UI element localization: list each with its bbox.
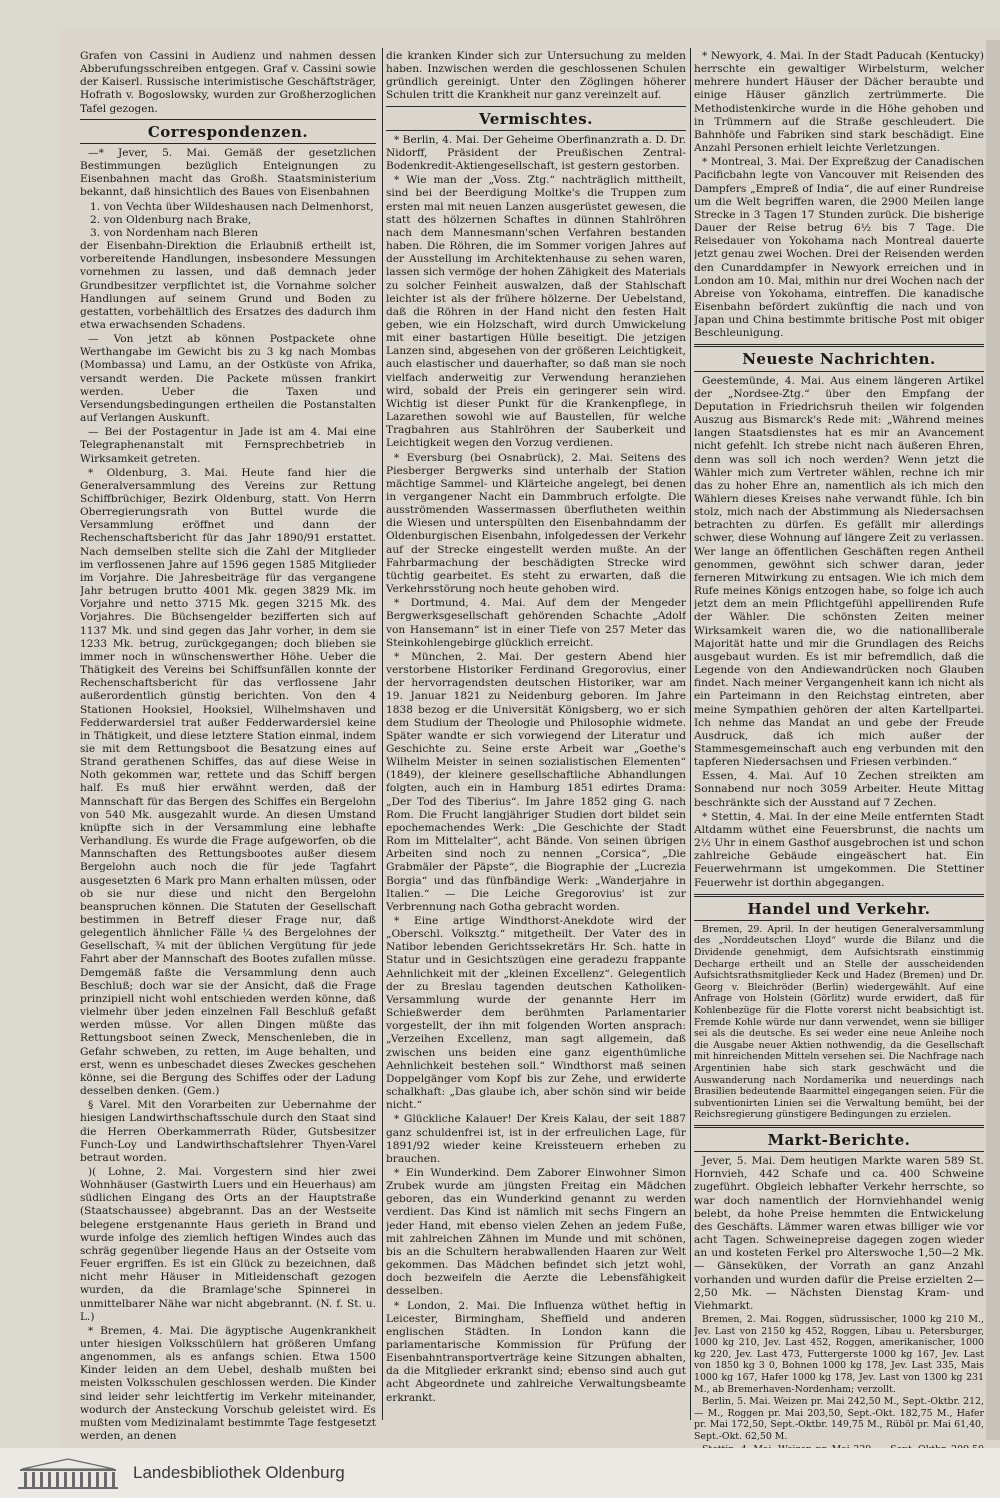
column-rule <box>382 48 383 1420</box>
article-text: — Von jetzt ab können Postpackete ohne Werthangabe im Gewicht bis zu 3 kg nach Mombas (Mombassa) und Lamu, an der Ostküste von Afrika, versandt werden. Die Packete müssen frankirt werden. Ueber die Taxen und Versendungsbedingungen ertheilen die Postanstalten auf Verlangen Auskunft. <box>80 333 376 425</box>
column-2 <box>386 50 686 1406</box>
article-text: der Eisenbahn-Direktion die Erlaubniß ertheilt ist, vorbereitende Handlungen, insbesondere Messungen vornehmen zu lassen, und daß demnach jeder Grundbesitzer verpflichtet ist, die Vornahme solcher Handlungen auf seinem Grund und Boden zu gestatten, vorbehältlich des Ersatzes des dadurch ihm etwa erwachsenden Schadens. <box>80 240 376 331</box>
divider <box>386 106 686 107</box>
divider <box>694 894 984 897</box>
divider <box>694 920 984 921</box>
article-text: * Glückliche Kalauer! Der Kreis Kalau, der seit 1887 ganz schuldenfrei ist, ist in der erfreulichen Lage, für 1891/92 wieder keine Kreissteuern erheben zu brauchen. <box>386 1113 686 1165</box>
article-text: * Newyork, 4. Mai. In der Stadt Paducah (Kentucky) herrschte ein gewaltiger Wirbelsturm, welcher mehrere hundert Häuser der Dächer beraubte und einige Häuser gänzlich zertrümmerte. Die Methodistenkirche wurde in die Höhe gehoben und in Trümmern auf die Straße geschleudert. Die Bahnhöfe und Fabriken sind stark beschädigt. Eine Anzahl Personen erhielt leichte Verletzungen. <box>694 50 984 155</box>
article-text: Bremen, 29. April. In der heutigen Generalversammlung des „Norddeutschen Lloyd“ wurde die Bilanz und die Dividende genehmigt, dem Aufsichtsrath einstimmig Decharge ertheilt und an Stelle der ausscheidenden Aufsichtsrathsmitglieder Keck und Hadez (Bremen) und Dr. Georg v. Bleichröder (Berlin) wiedergewählt. Auf eine Anfrage von Holstein (Görlitz) wurde erwidert, daß für Kohlenbezüge für die Flotte vorerst nicht beabsichtigt ist. Fremde Kohle würde nur dann verwendet, wenn sie billiger sei als die deutsche. Es sei weder eine neue Anleihe noch die Ausgabe neuer Aktien nothwendig, da die Gesellschaft mit hinreichenden Mitteln versehen sei. Die Nachfrage nach Argentinien habe sich stark geschwächt und die Auswanderung nach Nordamerika und neuerdings nach Brasilien bedeutende Baarmittel eingegangen seien. Für die subventionirten Linien sei die Verwaltung bemüht, bei der Reichsregierung günstigere Bedingungen zu erzielen. <box>694 923 984 1121</box>
column-1 <box>80 50 376 1444</box>
article-text: * London, 2. Mai. Die Influenza wüthet heftig in Leicester, Birmingham, Sheffield und anderen englischen Städten. In London kann die parlamentarische Kommission für Prüfung der Eisenbahntransportverträge keine Sitzungen abhalten, da die Mitglieder erkrankt sind; ebenso sind auch gut acht Abgeordnete und zahlreiche Verwaltungsbeamte erkrankt. <box>386 1299 686 1404</box>
article-text: * Stettin, 4. Mai. In der eine Meile entfernten Stadt Altdamm wüthet eine Feuersbrunst, die nachts um 2½ Uhr in einem Gasthof ausgebrochen ist und schon zahlreiche Gebäude eingeäschert hat. Ein Feuerwehrmann ist umgekommen. Die Stettiner Feuerwehr ist dorthin abgegangen. <box>694 810 984 889</box>
article-text: § Varel. Mit den Vorarbeiten zur Uebernahme der hiesigen Landwirthschaftsschule durch den Staat sind die Herren Oberkammerrath Rüder, Gutsbesitzer Funch-Loy und Landwirthschaftslehrer Thyen-Varel betraut worden. <box>80 1099 376 1164</box>
library-name: Landesbibliothek Oldenburg <box>133 1463 345 1482</box>
list-item: 1. von Vechta über Wildeshausen nach Delmenhorst, <box>90 200 374 213</box>
divider <box>80 119 376 120</box>
article-text: * Bremen, 4. Mai. Die ägyptische Augenkrankheit unter hiesigen Volksschülern hat größeren Umfang angenommen, als es anfangs schien. Etwa 1500 Kinder leiden an dem Uebel, deshalb mußten bei meisten Volksschulen geschlossen werden. Die Kinder sind leider sehr leichtfertig im Verkehr miteinander, wodurch der Ansteckung Vorschub geleistet wird. Es mußten vom Medizinalamt bestimmte Tage festgesetzt werden, an denen <box>80 1324 376 1443</box>
article-text: * Montreal, 3. Mai. Der Expreßzug der Canadischen Pacificbahn legte von Vancouver mit Reisenden des Dampfers „Empreß of India“, die auf einer Rundreise um die Welt begriffen waren, die 2900 Meilen lange Strecke in 3 Tagen 17 Stunden zurück. Die bisherige Dauer der Reise betrug 6½ bis 7 Tage. Die Reisedauer von Yokohama nach Montreal dauerte jetzt genau zwei Wochen. Drei der Reisenden werden den Cunarddampfer in Newyork erreichen und in London am 10. Mai, mithin nur drei Wochen nach der Abreise von Yokohama, eintreffen. Die kanadische Eisenbahn befördert zukünftig die nach und von Japan und China bestimmte britische Post mit obiger Beschleunigung. <box>694 156 984 340</box>
article-text: — Bei der Postagentur in Jade ist am 4. Mai eine Telegraphenanstalt mit Fernsprechbetrieb in Wirksamkeit getreten. <box>80 426 376 465</box>
article-text: * Ein Wunderkind. Dem Zaborer Einwohner Simon Zrubek wurde am jüngsten Freitag ein Mädchen geboren, das ein Wunderkind genannt zu werden verdient. Das Kind ist nämlich mit sechs Fingern an jeder Hand, mit ebenso vielen Zehen an jedem Fuße, mit zahlreichen Zähnen im Munde und mit schönen, bis an die Schultern herabwallenden Haaren zur Welt gekommen. Das Mädchen befindet sich jetzt wohl, doch bezweifeln die Aerzte die Lebensfähigkeit desselben. <box>386 1166 686 1298</box>
list-item: 2. von Oldenburg nach Brake, <box>90 213 252 226</box>
article-text: Essen, 4. Mai. Auf 10 Zechen streikten am Sonnabend nur noch 3059 Arbeiter. Heute Mittag beschränkte sich der Ausstand auf 7 Zechen. <box>694 770 984 809</box>
article-text: )( Lohne, 2. Mai. Vorgestern sind hier zwei Wohnhäuser (Gastwirth Luers und ein Heuerhaus) am südlichen Eingang des Orts an der Hauptstraße (Staatschaussee) abgebrannt. Das an der Westseite belegene erstgenannte Haus gerieth in Brand und wurde infolge des ziemlich heftigen Windes auch das schräg gegenüber liegende Haus an der Ostseite vom Feuer ergriffen. Es ist ein Glück zu bezeichnen, daß nicht mehr Häuser in Mitleidenschaft gezogen wurden, da die Bramlage'sche Spinnerei in unmittelbarer Nähe war nicht abgebrannt. (N. f. St. u. L.) <box>80 1165 376 1323</box>
article-text: * München, 2. Mai. Der gestern Abend hier verstorbene Historiker Ferdinand Gregorovius, einer der hervorragendsten deutschen Historiker, war am 19. Januar 1821 zu Neidenburg geboren. Im Jahre 1838 bezog er die Universität Königsberg, wo er sich dem Studium der Theologie und Philosophie widmete. Später wandte er sich vorwiegend der Literatur und Geschichte zu. Seine erste Arbeit war „Goethe's Wilhelm Meister in seinen sozialistischen Elementen“ (1849), der kleinere gesellschaftliche Abhandlungen folgten, auch ein in Hamburg 1851 edirtes Drama: „Der Tod des Tiberius“. Im Jahre 1852 ging G. nach Rom. Die Frucht langjähriger Studien dort bildet sein epochemachendes Werk: „Die Geschichte der Stadt Rom im Mittelalter“, acht Bände. Von seinen übrigen Arbeiten sind noch zu nennen „Corsica“, „Die Grabmäler der Päpste“, die Biographie der „Lucrezia Borgia“ und das fünfbändige Werk: „Wanderjahre in Italien.“ — Die Leiche Gregorovius' ist zur Verbrennung nach Gotha gebracht worden. <box>386 650 686 913</box>
adjacent-page-edge <box>986 40 1000 1440</box>
section-heading: Correspondenzen. <box>147 122 309 141</box>
list-item: 3. von Nordenham nach Bleren <box>90 226 259 239</box>
article-text: Bremen, 2. Mai. Roggen, südrussischer, 1000 kg 210 M., Jev. Last von 2150 kg 452, Roggen, Libau u. Petersburger, 1000 kg 210, Jev. Last 452, Roggen, amerikanischer, 1000 kg 220, Jev. Last 473, Futtergerste 1000 kg 167, Jev. Last von 1850 kg 3 0, Bohnen 1000 kg 178, Jev. Last 335, Mais 1000 kg 167, Hafer 1000 kg 178, Jev. Last von 1300 kg 231 M., ab Bremerhaven-Nordenham; verzollt. <box>694 1313 984 1395</box>
section-heading: Neueste Nachrichten. <box>742 350 936 369</box>
divider <box>386 130 686 131</box>
article-text: * Eine artige Windthorst-Anekdote wird der „Oberschl. Volksztg.“ mitgetheilt. Der Vater des in Natibor lebenden Gerichtssekretärs Hr. Sch. hatte in Statur und in Gesichtszügen eine geradezu frappante Aehnlichkeit mit der „kleinen Excellenz“. Gelegentlich der zu Breslau tagenden deutschen Katholiken-Versammlung wurde der genannte Herr im Schießwerder dem berühmten Parlamentarier vorgestellt, der ihn mit folgenden Worten ansprach: „Verzeihen Excellenz, man sagt allgemein, daß zwischen uns beiden eine ganz eigenthümliche Aehnlichkeit bestehen soll.“ Windthorst maß seinen Doppelgänger vom Kopf bis zur Zehe, und erwiderte schalkhaft: „Das glaube ich, aber schön sind wir beide nicht.“ <box>386 915 686 1112</box>
article-text: * Oldenburg, 3. Mai. Heute fand hier die Generalversammlung des Vereins zur Rettung Schiffbrüchiger, Bezirk Oldenburg, statt. Von Herrn Oberregierungsrath von Buttel wurde die Versammlung eröffnet und dann der Rechenschaftsbericht für das Jahr 1890/91 erstattet. Nach demselben stellte sich die Zahl der Mitglieder im verflossenen Jahre auf 1596 gegen 1585 Mitglieder im Vorjahre. Die Jahresbeiträge für das vergangene Jahr betrugen brutto 4001 Mk. gegen 3829 Mk. im Vorjahre und netto 3715 Mk. gegen 3215 Mk. des Vorjahres. Die Büchsengelder bezifferten sich auf 1137 Mk. und sind gegen das Jahr vorher, in dem sie 1233 Mk. betrug, zurückgegangen; doch blieben sie immer noch in wünschenswerther Höhe. Ueber die Thätigkeit des Vereins bei Schiffsunfällen konnte der Rechenschaftsbericht für das verflossene Jahr außerordentlich günstig berichten. Von den 4 Stationen Hooksiel, Hooksiel, Wilhelmshaven und Fedderwardersiel trat außer Fedderwardersiel keine in Thätigkeit, und diese letztere Station einmal, indem sie mit dem Rettungsboot die Besatzung eines auf Strand gerathenen Schiffes, das auf diese Weise in Noth gekommen war, rettete und das Schiff bergen half. Es muß hier erwähnt werden, daß der Mannschaft für das Bergen des Schiffes ein Bergelohn von 540 Mk. ausgezahlt wurde. An diesen Umstand knüpfte sich in der Versammlung eine lebhafte Verhandlung. Es wurde die Frage aufgeworfen, ob die Mannschaften des Rettungsbootes außer diesem Bergelohn auch noch die für jede Tagfahrt ausgesetzten 6 Mark pro Mann erhalten müssen, oder ob sie nur diese und nicht den Bergelohn beanspruchen können. Die Statuten der Gesellschaft bestimmen in Betreff dieser Frage nur, daß gelegentlich ähnlicher Fälle ¼ des Bergelohnes der Gesellschaft, ¾ mit der üblichen Vergütung für jede Fahrt aber der Mannschaft des Bootes zufallen müsse. Demgemäß faßte die Versammlung denn auch Beschluß; doch war sie der Ansicht, daß die Frage prinzipiell nicht wohl entschieden werden könne, daß vielmehr über jeden einzelnen Fall Beschluß gefaßt werden müsse. Vor allen Dingen müßte das Rettungsboot seinen Zweck, Menschenleben, die in Gefahr schweben, zu retten, im Auge behalten, und erst, wenn es unbeschadet dieses Zweckes geschehen könne, sei die Bergung des Schiffes oder der Ladung desselben denken. (Gem.) <box>80 466 376 1098</box>
section-heading: Markt-Berichte. <box>767 1130 911 1149</box>
section-heading: Vermischtes. <box>479 109 593 128</box>
divider <box>694 1151 984 1152</box>
library-building-icon <box>14 1457 122 1491</box>
section-heading: Handel und Verkehr. <box>747 899 931 918</box>
article-text: Grafen von Cassini in Audienz und nahmen dessen Abberufungsschreiben entgegen. Graf v. Cassini sowie der Kaiserl. Russische interimistische Geschäftsträger, Hofrath v. Bogoslowsky, wurden zur Großherzoglichen Tafel gezogen. <box>80 50 376 115</box>
divider <box>694 1125 984 1128</box>
article-text: die kranken Kinder sich zur Untersuchung zu melden haben. Inzwischen werden die geschlossenen Schulen gründlich gereinigt. Unter den Zöglingen höherer Schulen tritt die Krankheit nur ganz vereinzelt auf. <box>386 50 686 102</box>
column-rule <box>690 48 691 1420</box>
article-text: * Wie man der „Voss. Ztg.“ nachträglich mittheilt, sind bei der Beerdigung Moltke's die Truppen zum ersten mal mit neuen Lanzen ausgerüstet gewesen, die statt des hölzernen Schaftes in dünnen Stahlröhren nach dem Mannesmann'schen Verfahren bestanden haben. Die Röhren, die im Sommer vorigen Jahres auf der Ausstellung im Architektenhause zu sehen waren, lassen sich vermöge der hohen Zähigkeit des Materials zu solcher Feinheit auswalzen, daß der Stahlschaft leichter ist als der frühere hölzerne. Der Uebelstand, daß die Röhren in der Hand nicht den festen Halt geben, wie ein Holzschaft, wird durch Umwickelung mit einer bastartigen Hülle beseitigt. Die jetzigen Lanzen sind, abgesehen von der größeren Leichtigkeit, auch elastischer und dauerhafter, so daß man sie noch vielfach anderweitig zur Verwendung heranziehen wird, sobald der Preis ein geringerer sein wird. Wichtig ist dieser Punkt für die Krankenpflege, in Lazarethen sowohl wie auf Baustellen, für welche Tragbahren aus Stahlröhren der Sauberkeit und Leichtigkeit wegen den Vorzug verdienen. <box>386 174 686 450</box>
article-text: Jever, 5. Mai. Dem heutigen Markte waren 589 St. Hornvieh, 442 Schafe und ca. 400 Schweine zugeführt. Obgleich lebhafter Verkehr herrschte, so war doch namentlich der Hornviehhandel wenig belebt, da hohe Preise hemmten die Entwickelung des Geschäfts. Lämmer waren etwas billiger wie vor acht Tagen. Schweinepreise dagegen zogen wieder an und kosteten Ferkel pro Alterswoche 1,50—2 Mk. — Gänseküken, der Vorrath an ganz Anzahl vorhanden und wurden dafür die Preise erzielten 2—2,50 Mk. — Nächsten Dienstag Kram- und Viehmarkt. <box>694 1155 984 1312</box>
article-text: Berlin, 5. Mai. Weizen pr. Mai 242,50 M., Sept.-Oktbr. 212,— M., Roggen pr. Mai 203,50, Sept.-Okt. 182,75 M., Hafer pr. Mai 172,50, Sept.-Oktbr. 149,75 M., Rüböl pr. Mai 61,40, Sept.-Okt. 62,50 M. <box>694 1396 984 1442</box>
article-text: * Berlin, 4. Mai. Der Geheime Oberfinanzrath a. D. Dr. Nidorff, Präsident der Preußischen Zentral-Bodenkredit-Aktiengesellschaft, ist gestern gestorben. <box>386 133 686 173</box>
article-text: * Dortmund, 4. Mai. Auf dem der Mengeder Bergwerksgesellschaft gehörenden Schachte „Adolf von Hansemann“ ist in einer Tiefe von 257 Meter das Steinkohlengebirge glücklich erreicht. <box>386 597 686 649</box>
footer-bar <box>0 1448 1000 1498</box>
article-text: Geestemünde, 4. Mai. Aus einem längeren Artikel der „Nordsee-Ztg.“ über den Empfang der Deputation in Friedrichsruh theilen wir folgenden Auszug aus Bismarck's Rede mit: „Während meines langen Staatsdienstes hat es mir an Avancement nicht gefehlt. Ich strebe nicht nach äußeren Ehren, denn was soll ich noch werden? Wenn jetzt die Wähler mich zum Vertreter wählen, rechne ich mir das zu hoher Ehre an, namentlich als ich mich den Wählern dieses Kreises nahe verwandt fühle. Ich bin stolz, mich nach der Abstimmung als Niedersachsen betrachten zu dürfen. Es gefällt mir allerdings schwer, diese Wohnung auf längere Zeit zu verlassen. Wer lange an öffentlichen Geschäften regen Antheil genommen, gewöhnt sich schwer daran, jeder ferneren Mitwirkung zu entsagen. Wie ich mich dem Rufe meines Königs entzogen habe, so folge ich auch jetzt dem an mein Pflichtgefühl appellirenden Rufe der Wähler. Die schönsten Zeiten meiner Wirksamkeit waren die, wo die nationalliberale Majorität hatte und mir die Grundlagen des Reichs ausgebaut wurden. Es ist mir befremdlich, daß die Legende von den Andiewandrücken noch Glauben findet. Nach meiner Vergangenheit kann ich nicht als ein Parteimann in den Reichstag eintreten, aber meine Sympathien gehören der alten Kartellpartei. Ich nehme das Mandat an und gebe der Freude Ausdruck, daß ich mich außer der Stammesgemeinschaft auch eng verbunden mit den tapferen Niedersachsen und Friesen verbinden.“ <box>694 374 984 769</box>
article-text: * Eversburg (bei Osnabrück), 2. Mai. Seitens des Piesberger Bergwerks sind unterhalb der Station mächtige Sammel- und Klärteiche angelegt, bei denen in vergangener Nacht ein Dammbruch erfolgte. Die ausströmenden Wassermassen überflutheten weithin die Wiesen und unterspülten den Eisenbahndamm der Oldenburgischen Eisenbahn, infolgedessen der Verkehr auf der Strecke eingestellt werden mußte. An der Fahrbarmachung der beschädigten Strecke wird tüchtig gearbeitet. Es steht zu erwarten, daß die Verkehrsstörung noch heute gehoben wird. <box>386 451 686 596</box>
divider <box>80 143 376 144</box>
column-3 <box>694 50 984 1498</box>
divider <box>694 344 984 347</box>
divider <box>694 371 984 372</box>
article-text: —* Jever, 5. Mai. Gemäß der gesetzlichen Bestimmungen bezüglich Enteignungen zu Eisenbahnen macht das Großh. Staatsministerium bekannt, daß hinsichtlich des Baues von Eisenbahnen <box>80 146 376 199</box>
